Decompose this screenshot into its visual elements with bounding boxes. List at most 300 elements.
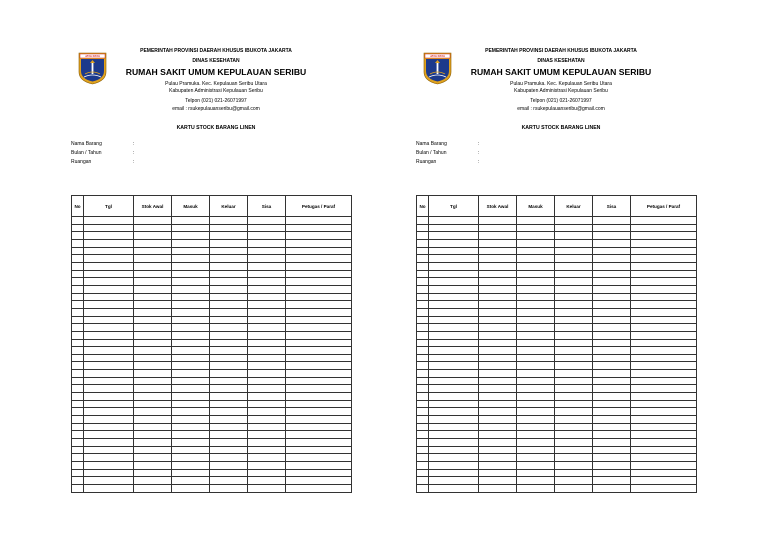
table-row [72,393,352,401]
table-cell [593,416,631,424]
table-cell [134,362,172,370]
field-label: Nama Barang [71,141,102,147]
table-row [72,224,352,232]
table-cell [555,278,593,286]
table-cell [248,270,286,278]
table-cell [72,377,84,385]
table-cell [517,362,555,370]
table-cell [479,431,517,439]
table-cell [593,385,631,393]
table-cell [84,377,134,385]
table-header-row [417,196,697,217]
table-cell [210,339,248,347]
table-cell [286,232,352,240]
table-cell [479,285,517,293]
table-cell [84,232,134,240]
table-cell [84,446,134,454]
table-row [72,347,352,355]
table-cell [479,477,517,485]
table-row [417,439,697,447]
table-cell [248,217,286,225]
table-cell [555,469,593,477]
table-cell [631,247,697,255]
table-cell [248,454,286,462]
field-value: : [478,150,480,156]
header-hospital-name: RUMAH SAKIT UMUM KEPULAUAN SERIBU [470,67,652,77]
table-cell [286,362,352,370]
table-row [72,484,352,492]
table-cell [210,362,248,370]
header-department-line: DINAS KESEHATAN [192,58,240,64]
table-cell [417,308,429,316]
table-cell [172,439,210,447]
column-header-stok-awal: Stok Awal [479,196,517,217]
table-cell [72,385,84,393]
table-cell [517,217,555,225]
table-cell [631,301,697,309]
table-cell [286,484,352,492]
table-cell [210,308,248,316]
table-cell [479,247,517,255]
table-cell [593,331,631,339]
table-cell [555,270,593,278]
table-cell [286,316,352,324]
table-cell [248,462,286,470]
table-cell [72,431,84,439]
table-cell [172,462,210,470]
table-cell [248,316,286,324]
table-cell [555,239,593,247]
table-cell [555,347,593,355]
table-cell [84,362,134,370]
table-cell [517,408,555,416]
table-cell [593,454,631,462]
table-cell [593,278,631,286]
table-cell [555,370,593,378]
table-cell [286,262,352,270]
table-cell [72,331,84,339]
table-cell [593,393,631,401]
table-cell [84,224,134,232]
table-cell [593,224,631,232]
table-cell [517,477,555,485]
table-cell [429,423,479,431]
table-row [72,255,352,263]
table-cell [248,439,286,447]
table-cell [72,423,84,431]
table-cell [134,293,172,301]
table-cell [134,239,172,247]
column-header-petugas-paraf: Petugas / Paraf [286,196,352,217]
table-cell [555,377,593,385]
table-cell [517,255,555,263]
table-cell [429,477,479,485]
table-cell [631,477,697,485]
table-row [72,454,352,462]
table-row [417,285,697,293]
table-cell [134,354,172,362]
table-cell [210,354,248,362]
table-cell [429,285,479,293]
table-cell [286,416,352,424]
table-cell [84,431,134,439]
table-cell [286,308,352,316]
table-cell [631,484,697,492]
table-cell [631,232,697,240]
table-cell [286,278,352,286]
table-cell [134,385,172,393]
table-cell [429,293,479,301]
table-row [417,278,697,286]
table-cell [593,423,631,431]
table-cell [286,408,352,416]
table-cell [593,270,631,278]
table-cell [134,370,172,378]
table-cell [517,400,555,408]
table-cell [417,439,429,447]
table-cell [84,416,134,424]
table-cell [72,484,84,492]
table-cell [72,477,84,485]
table-cell [172,308,210,316]
table-cell [210,255,248,263]
table-cell [84,408,134,416]
header-address-line1: Pulau Pramuka. Kec. Kepulauan Seribu Utara [510,81,612,87]
header-government-line: PEMERINTAH PROVINSI DAERAH KHUSUS IBUKOTA JAKARTA [485,48,637,54]
table-cell [172,385,210,393]
table-cell [417,270,429,278]
table-cell [72,439,84,447]
table-row [72,416,352,424]
table-row [417,377,697,385]
table-cell [555,339,593,347]
stock-card-right [416,0,706,500]
table-cell [134,247,172,255]
table-cell [84,285,134,293]
table-cell [631,324,697,332]
table-cell [479,324,517,332]
table-cell [84,217,134,225]
table-cell [593,217,631,225]
table-row [72,270,352,278]
table-cell [631,408,697,416]
table-cell [593,431,631,439]
table-cell [72,469,84,477]
table-cell [248,285,286,293]
table-row [417,232,697,240]
table-cell [172,446,210,454]
table-cell [72,301,84,309]
table-cell [417,370,429,378]
table-cell [417,354,429,362]
table-cell [172,339,210,347]
table-cell [134,408,172,416]
table-row [417,454,697,462]
table-row [72,370,352,378]
table-cell [555,393,593,401]
table-cell [84,484,134,492]
table-cell [417,347,429,355]
table-cell [479,239,517,247]
table-cell [631,377,697,385]
table-cell [172,423,210,431]
table-cell [286,255,352,263]
table-cell [210,469,248,477]
table-cell [172,331,210,339]
field-label: Ruangan [71,159,92,165]
table-cell [479,423,517,431]
table-row [417,217,697,225]
table-cell [417,408,429,416]
table-cell [593,362,631,370]
table-cell [248,416,286,424]
table-row [72,385,352,393]
table-cell [134,217,172,225]
table-cell [248,400,286,408]
table-cell [517,431,555,439]
table-row [72,331,352,339]
table-cell [517,270,555,278]
table-cell [429,385,479,393]
table-cell [429,439,479,447]
table-cell [286,270,352,278]
table-cell [593,347,631,355]
table-cell [479,331,517,339]
table-cell [429,224,479,232]
table-cell [210,278,248,286]
table-cell [555,285,593,293]
table-cell [479,370,517,378]
table-cell [417,247,429,255]
table-cell [286,247,352,255]
table-cell [134,224,172,232]
table-cell [172,377,210,385]
table-cell [134,324,172,332]
table-row [72,423,352,431]
table-cell [417,462,429,470]
table-row [72,239,352,247]
table-cell [479,439,517,447]
table-cell [631,293,697,301]
column-header-tgl: Tgl [84,196,134,217]
table-cell [172,255,210,263]
table-cell [631,255,697,263]
table-cell [84,454,134,462]
table-row [72,339,352,347]
table-cell [555,247,593,255]
table-cell [417,469,429,477]
table-cell [517,316,555,324]
jakarta-logo-icon [423,50,452,85]
table-cell [72,408,84,416]
table-cell [84,354,134,362]
table-cell [84,308,134,316]
table-cell [555,224,593,232]
table-cell [631,446,697,454]
table-cell [72,400,84,408]
table-cell [286,370,352,378]
table-cell [72,354,84,362]
table-cell [593,354,631,362]
table-cell [72,285,84,293]
table-cell [248,477,286,485]
field-value: : [133,159,135,165]
table-cell [429,454,479,462]
logo-banner-text: JAYA RAYA [429,54,446,59]
table-cell [172,416,210,424]
table-cell [248,362,286,370]
table-cell [72,454,84,462]
table-cell [210,385,248,393]
table-cell [210,239,248,247]
table-cell [517,301,555,309]
table-cell [172,316,210,324]
table-cell [210,446,248,454]
table-cell [72,217,84,225]
table-cell [134,331,172,339]
table-cell [517,377,555,385]
table-cell [134,400,172,408]
table-cell [517,370,555,378]
table-cell [84,423,134,431]
table-row [72,362,352,370]
table-row [417,224,697,232]
table-cell [248,301,286,309]
table-cell [429,446,479,454]
table-cell [555,324,593,332]
table-cell [286,393,352,401]
table-cell [517,224,555,232]
table-cell [134,278,172,286]
table-cell [593,255,631,263]
table-row [72,308,352,316]
table-cell [248,469,286,477]
table-cell [72,232,84,240]
table-row [417,239,697,247]
table-cell [517,278,555,286]
table-cell [248,347,286,355]
table-cell [134,308,172,316]
table-cell [248,339,286,347]
table-cell [429,316,479,324]
column-header-keluar: Keluar [210,196,248,217]
table-cell [134,446,172,454]
table-cell [517,423,555,431]
table-cell [517,354,555,362]
table-cell [479,416,517,424]
table-cell [517,262,555,270]
field-label: Ruangan [416,159,437,165]
table-cell [72,370,84,378]
table-cell [417,477,429,485]
table-cell [172,431,210,439]
table-cell [210,224,248,232]
table-cell [631,285,697,293]
table-row [417,354,697,362]
header-email: email : rsukepulauanseribu@gmail.com [172,106,260,112]
table-cell [286,477,352,485]
field-value: : [133,141,135,147]
table-cell [593,301,631,309]
table-cell [72,224,84,232]
table-cell [429,370,479,378]
table-cell [479,316,517,324]
table-cell [631,462,697,470]
table-row [72,285,352,293]
table-cell [248,431,286,439]
table-row [417,484,697,492]
table-cell [417,285,429,293]
table-cell [517,484,555,492]
table-cell [555,408,593,416]
table-row [417,408,697,416]
table-cell [210,370,248,378]
table-cell [172,362,210,370]
table-row [72,408,352,416]
table-cell [517,239,555,247]
table-cell [417,232,429,240]
table-cell [555,484,593,492]
table-cell [210,484,248,492]
table-cell [479,462,517,470]
table-row [72,439,352,447]
table-row [72,400,352,408]
table-cell [517,324,555,332]
table-cell [479,446,517,454]
table-cell [479,354,517,362]
table-cell [631,385,697,393]
table-cell [72,262,84,270]
table-cell [631,217,697,225]
table-cell [429,239,479,247]
table-cell [248,484,286,492]
table-cell [555,385,593,393]
table-cell [631,393,697,401]
table-cell [417,224,429,232]
table-cell [555,416,593,424]
table-cell [555,362,593,370]
table-cell [593,239,631,247]
table-cell [248,262,286,270]
table-cell [72,339,84,347]
table-cell [84,400,134,408]
table-cell [72,462,84,470]
table-cell [72,446,84,454]
table-cell [84,316,134,324]
table-cell [210,431,248,439]
table-cell [286,446,352,454]
table-cell [72,239,84,247]
table-cell [479,393,517,401]
table-cell [210,262,248,270]
table-cell [555,217,593,225]
table-cell [172,370,210,378]
table-row [72,247,352,255]
table-cell [517,347,555,355]
table-row [417,301,697,309]
column-header-petugas-paraf: Petugas / Paraf [631,196,697,217]
table-cell [134,469,172,477]
table-cell [72,393,84,401]
table-cell [631,431,697,439]
table-cell [286,400,352,408]
table-cell [286,224,352,232]
table-cell [429,232,479,240]
table-row [417,270,697,278]
table-cell [555,423,593,431]
table-row [72,232,352,240]
table-cell [417,217,429,225]
